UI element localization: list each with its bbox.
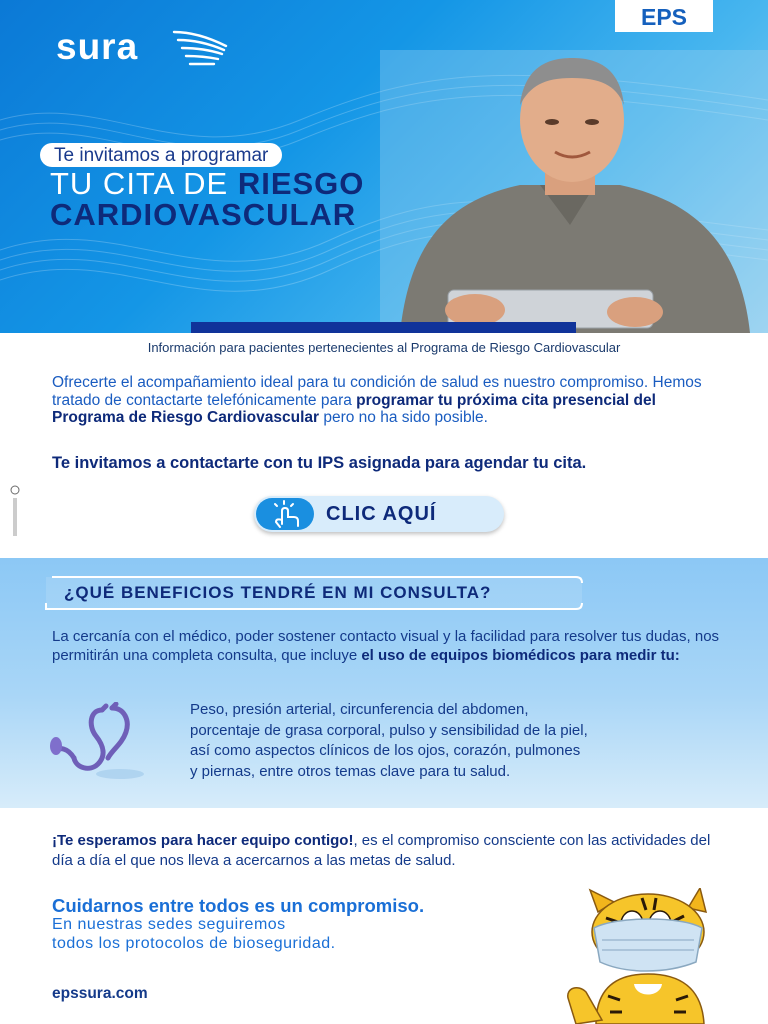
patient-photo: [380, 50, 768, 333]
title-plain: TU CITA DE: [50, 166, 238, 201]
care-title: Cuidarnos entre todos es un compromiso.: [52, 895, 425, 916]
sura-logo-wing-icon: [170, 26, 230, 70]
contact-message: Te invitamos a contactarte con tu IPS asignada para agendar tu cita.: [52, 454, 587, 472]
wait-bold: ¡Te esperamos para hacer equipo contigo!: [52, 832, 354, 849]
care-line-2: todos los protocolos de bioseguridad.: [52, 935, 336, 952]
website-link[interactable]: epssura.com: [52, 985, 148, 1002]
care-line-1: En nuestras sedes seguiremos: [52, 916, 286, 933]
intro-text-end: pero no ha sido posible.: [319, 409, 488, 426]
wait-paragraph: [52, 831, 732, 871]
benefits-list-line: Peso, presión arterial, circunferencia del abdomen,: [190, 701, 529, 718]
invite-pill: Te invitamos a programar: [40, 143, 282, 167]
intro-paragraph: [52, 374, 722, 427]
clic-aqui-button[interactable]: [254, 496, 504, 532]
clic-aqui-label: CLIC AQUÍ: [326, 503, 437, 525]
intro-bold: programar tu próxima cita presencial del Programa de Riesgo Cardiovascular: [52, 391, 656, 426]
intro-text: Ofrecerte el acompañamiento ideal para tu condición de salud es nuestro compromiso. Hemos tratado de contactarte telefónicamente para: [52, 374, 702, 409]
benefits-text-bold: el uso de equipos biomédicos para medir tu:: [361, 647, 680, 664]
mascot-tiger-image: [556, 888, 736, 1024]
benefits-list-line: y piernas, entre otros temas clave para tu salud.: [190, 762, 511, 780]
stethoscope-icon: [50, 702, 150, 782]
info-line: Información para pacientes pertenecientes al Programa de Riesgo Cardiovascular: [147, 340, 621, 355]
eps-badge: EPS: [615, 0, 713, 32]
benefits-list-line: porcentaje de grasa corporal, pulso y sensibilidad de la piel,: [190, 721, 588, 739]
hero-accent-bar: [191, 322, 576, 333]
benefits-text: La cercanía con el médico, poder sostener contacto visual y la facilidad para resolver tus dudas, nos permitirán una completa consulta, que incluye: [52, 628, 720, 664]
hero-banner: [0, 0, 768, 333]
benefits-paragraph: [52, 627, 722, 665]
tap-hand-icon: [256, 498, 314, 530]
sura-logo-text: sura: [56, 26, 139, 67]
hero-title-line2: CARDIOVASCULAR: [50, 197, 357, 232]
benefits-list-line: así como aspectos clínicos de los ojos, corazón, pulmones: [190, 742, 581, 759]
wait-text: , es el compromiso consciente con las actividades del día a día el que nos lleva a acercarnos a las metas de salud.: [52, 832, 711, 869]
benefits-list: [190, 700, 710, 782]
side-credit-mark: [8, 480, 22, 540]
benefits-title: ¿QUÉ BENEFICIOS TENDRÉ EN MI CONSULTA?: [64, 583, 492, 602]
title-bold: RIESGO: [237, 166, 365, 201]
